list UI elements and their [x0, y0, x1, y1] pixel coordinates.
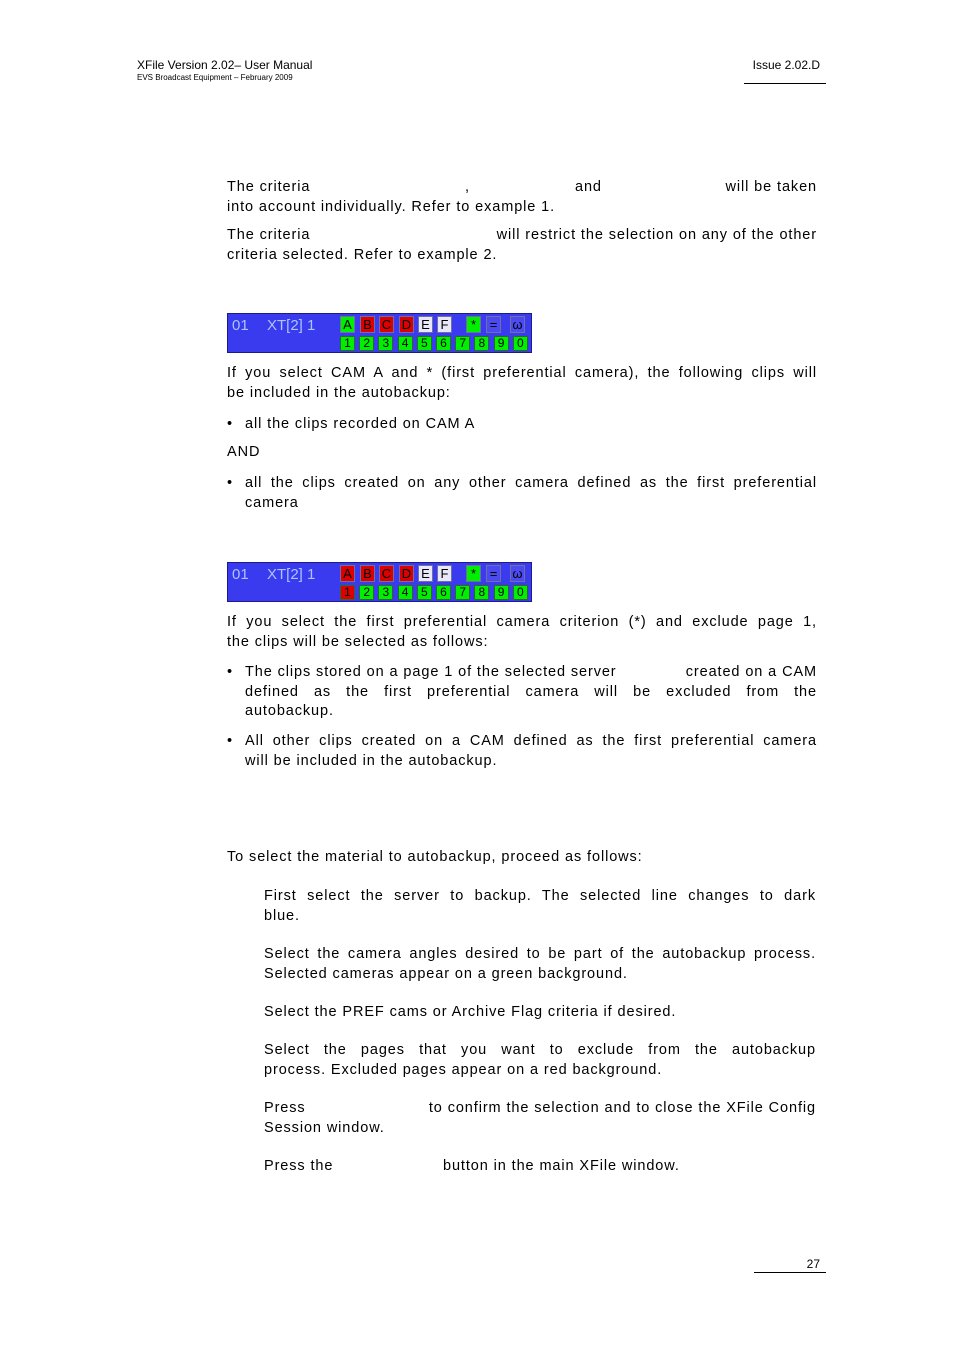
bullet-icon: •	[227, 664, 233, 680]
page-7-toggle[interactable]: 7	[455, 585, 470, 600]
server-row-example-1[interactable]	[227, 313, 532, 353]
bullet-icon: •	[227, 416, 233, 432]
step3-line1: Select the PREF cams or Archive Flag criteria if desired.	[264, 1004, 677, 1020]
step1-line2: blue.	[264, 907, 300, 924]
example2-bullet2-line1: All other clips created on a CAM defined as the first preferential camera	[245, 733, 817, 749]
page-2-toggle[interactable]: 2	[359, 336, 374, 351]
camera-f-toggle[interactable]: F	[437, 316, 452, 333]
camera-a-toggle[interactable]: A	[340, 316, 355, 333]
page-3-toggle[interactable]: 3	[378, 336, 393, 351]
procedure-step-3	[264, 1003, 816, 1023]
procedure-step-6	[264, 1157, 816, 1177]
page-number: 27	[806, 1257, 820, 1271]
and-text: AND	[227, 444, 261, 460]
step5-word1: Press	[264, 1100, 306, 1116]
intro-p1-word4: will be taken	[725, 179, 817, 195]
page-9-toggle[interactable]: 9	[494, 336, 509, 351]
page-4-toggle[interactable]: 4	[398, 585, 413, 600]
example2-bullet-1	[227, 663, 817, 722]
example2-paragraph	[227, 613, 817, 652]
page-0-toggle[interactable]: 0	[513, 585, 528, 600]
step2-line2: Selected cameras appear on a green background.	[264, 965, 628, 982]
server-name: XT[2] 1	[267, 317, 316, 334]
issue-label: Issue 2.02.D	[752, 58, 820, 72]
intro-paragraph-2	[227, 226, 817, 265]
procedure-intro: To select the material to autobackup, proceed as follows:	[227, 849, 643, 865]
page-4-toggle[interactable]: 4	[398, 336, 413, 351]
example2-bullet2-line2: will be included in the autobackup.	[245, 752, 498, 769]
bullet-icon: •	[227, 475, 233, 491]
manual-subtitle: EVS Broadcast Equipment – February 2009	[137, 73, 293, 82]
step4-line1: Select the pages that you want to exclude from the autobackup	[264, 1042, 816, 1058]
camera-c-toggle[interactable]: C	[379, 316, 394, 333]
camera-b-toggle[interactable]: B	[360, 316, 375, 333]
procedure-step-2	[264, 945, 816, 984]
camera-f-toggle[interactable]: F	[437, 565, 452, 582]
camera-e-toggle[interactable]: E	[418, 565, 433, 582]
procedure-step-5	[264, 1099, 816, 1138]
example1-line1: If you select CAM A and * (first preferential camera), the following clips will	[227, 365, 817, 381]
example1-bullet-1	[227, 415, 817, 435]
camera-equal-toggle[interactable]: =	[486, 316, 501, 333]
server-row-example-2[interactable]	[227, 562, 532, 602]
page-8-toggle[interactable]: 8	[474, 336, 489, 351]
header-rule	[744, 83, 826, 84]
example1-bullet1-text: all the clips recorded on CAM A	[245, 416, 476, 432]
step6-word1: Press the	[264, 1158, 334, 1174]
page-7-toggle[interactable]: 7	[455, 336, 470, 351]
page-0-toggle[interactable]: 0	[513, 336, 528, 351]
page-1-toggle[interactable]: 1	[340, 336, 355, 351]
server-id: 01	[232, 317, 249, 334]
page-2-toggle[interactable]: 2	[359, 585, 374, 600]
intro-p2-line2: criteria selected. Refer to example 2.	[227, 246, 498, 263]
camera-e-toggle[interactable]: E	[418, 316, 433, 333]
page-8-toggle[interactable]: 8	[474, 585, 489, 600]
intro-p1-word1: The criteria	[227, 179, 311, 195]
bullet-icon: •	[227, 733, 233, 749]
example2-bullet1-line1b: created on a CAM	[685, 664, 817, 680]
intro-p2-word2: will restrict the selection on any of the other	[496, 227, 817, 243]
intro-p1-word3: and	[575, 179, 602, 195]
page-header	[137, 58, 312, 83]
example2-bullet1-line1a: The clips stored on a page 1 of the selected server	[245, 664, 617, 680]
camera-star-toggle[interactable]: *	[466, 316, 481, 333]
camera-d-toggle[interactable]: D	[399, 316, 414, 333]
step4-line2: process. Excluded pages appear on a red background.	[264, 1061, 663, 1078]
page-6-toggle[interactable]: 6	[436, 336, 451, 351]
manual-title: XFile Version 2.02– User Manual	[137, 58, 313, 72]
footer-rule	[754, 1272, 826, 1273]
camera-omega-toggle[interactable]: ω	[510, 316, 525, 333]
step5-word2: to confirm the selection and to close the XFile Config	[428, 1100, 816, 1116]
intro-paragraph-1	[227, 178, 817, 217]
camera-c-toggle[interactable]: C	[379, 565, 394, 582]
example2-line2: the clips will be selected as follows:	[227, 633, 489, 650]
example2-bullet-2	[227, 732, 817, 771]
intro-p2-word1: The criteria	[227, 227, 311, 243]
example1-bullet-2	[227, 474, 817, 513]
page-6-toggle[interactable]: 6	[436, 585, 451, 600]
example1-bullet2-line1: all the clips created on any other camera defined as the first preferential	[245, 475, 817, 491]
step1-line1: First select the server to backup. The selected line changes to dark	[264, 888, 816, 904]
page-5-toggle[interactable]: 5	[417, 336, 432, 351]
example2-bullet1-line2: defined as the first preferential camera will be excluded from the	[245, 683, 817, 700]
step6-word2: button in the main XFile window.	[443, 1158, 680, 1174]
page-3-toggle[interactable]: 3	[378, 585, 393, 600]
procedure-step-1	[264, 887, 816, 926]
page-1-toggle[interactable]: 1	[340, 585, 355, 600]
page-5-toggle[interactable]: 5	[417, 585, 432, 600]
intro-p1-word2: ,	[465, 179, 470, 195]
example1-line2: be included in the autobackup:	[227, 384, 451, 401]
page-9-toggle[interactable]: 9	[494, 585, 509, 600]
example2-line1: If you select the first preferential camera criterion (*) and exclude page 1,	[227, 614, 817, 630]
example2-bullet1-line3: autobackup.	[245, 703, 334, 719]
camera-d-toggle[interactable]: D	[399, 565, 414, 582]
example1-paragraph	[227, 364, 817, 403]
server-name: XT[2] 1	[267, 566, 316, 583]
camera-equal-toggle[interactable]: =	[486, 565, 501, 582]
camera-b-toggle[interactable]: B	[360, 565, 375, 582]
camera-star-toggle[interactable]: *	[466, 565, 481, 582]
step2-line1: Select the camera angles desired to be part of the autobackup process.	[264, 946, 816, 962]
camera-omega-toggle[interactable]: ω	[510, 565, 525, 582]
procedure-step-4	[264, 1041, 816, 1080]
camera-a-toggle[interactable]: A	[340, 565, 355, 582]
example1-bullet2-line2: camera	[245, 494, 299, 511]
server-id: 01	[232, 566, 249, 583]
intro-p1-line2: into account individually. Refer to example 1.	[227, 198, 556, 215]
step5-line2: Session window.	[264, 1119, 385, 1136]
